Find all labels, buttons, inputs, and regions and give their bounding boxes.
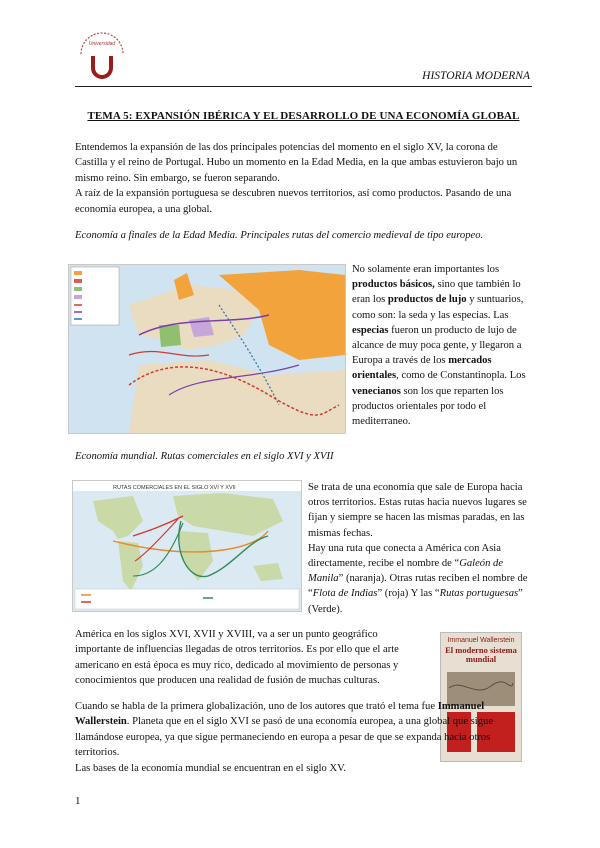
s1-text-3: y suntuarios, como son: la seda y las especias. Las [352, 294, 524, 321]
course-title: HISTORIA MODERNA [422, 70, 530, 82]
intro-text-1: Entendemos la expansión de las dos principales potencias del momento en el siglo XV, la corona de Castilla y el reino de Portugal. Hubo un momento en la Edad Media, en la que ambas estuvieron bajo un mismo reino. Sin embargo, se fueron separando. [75, 142, 518, 184]
s2-text-1: Se trata de una economía que sale de Europa hacia otros territorios. Estas rutas hacia nuevos lugares se fijan y siempre se hacen las mismas paradas, en las mismas fechas. [308, 482, 527, 539]
s3-bold-wallerstein: Immanuel Wallerstein [75, 701, 485, 728]
s1-bold-venetians: venecianos [352, 385, 401, 397]
s3-text-2: . Planeta que en el siglo XVI se pasó de una economía europea, a una global que sigue llamándose europea, ya que sigue permaneciendo en europa a pesar de que se expanda hacia otros territorios. [75, 716, 494, 759]
svg-text:Universidad: Universidad [88, 41, 116, 47]
medieval-trade-map [68, 264, 346, 434]
s1-text-4: fueron un producto de lujo de alcance de muy poca gente, y llegaron a Europa a través de los [352, 324, 522, 367]
s3-text-3: Las bases de la economía mundial se encuentran en el siglo XV. [75, 762, 347, 774]
s2-flota-de-indias: Flota de Indias [312, 588, 378, 600]
s2-text-4: ” (roja) Y las “ [377, 588, 440, 600]
section2-description [308, 480, 528, 617]
s2-text-3: ” (naranja). Otras rutas reciben el nombre de “ [308, 573, 528, 600]
book-author: Immanuel Wallerstein [447, 637, 515, 644]
s1-text-6: son los que reparten los productos orientales por todo el mediterraneo. [352, 385, 504, 428]
s1-bold-products-luxury: productos de lujo [387, 294, 467, 306]
s1-text-1: No solamente eran importantes los [352, 264, 500, 275]
section1-caption: Economía a finales de la Edad Media. Principales rutas del comercio medieval de tipo europeo. [75, 230, 484, 241]
s1-bold-spices: especias [352, 324, 389, 336]
book-title: El moderno sistema mundial [445, 645, 517, 664]
section1-description [352, 262, 527, 429]
s2-rutas-portuguesas: Rutas portuguesas [439, 588, 519, 600]
intro-paragraph [75, 140, 530, 217]
section2-caption: Economía mundial. Rutas comerciales en el siglo XVI y XVII [75, 451, 334, 462]
s3-text-1: Cuando se habla de la primera globalización, uno de los autores que trató el tema fue [75, 701, 438, 712]
section3-paragraph-2 [75, 699, 530, 776]
s2-galeon-de-manila: Galeón de Manila [308, 558, 504, 585]
section3-paragraph-1: América en los siglos XVI, XVII y XVIII, va a ser un punto geográfico importante de influencias llegadas de otros territorios. Es por ello que el arte americano en está época es muy rico, dedicado al movimiento de personas y conocimientos que producen una realidad de fusión de muchas culturas. [75, 629, 399, 687]
s2-text-5: ” (Verde). [308, 588, 523, 615]
s1-text-5: , como de Constantinopla. Los [396, 370, 526, 382]
map-title: RUTAS COMERCIALES EN EL SIGLO XVI Y XVII [113, 485, 236, 491]
s1-text-2: sino que también lo eran los [352, 279, 521, 306]
world-trade-routes-map [72, 480, 302, 612]
s2-text-2: Hay una ruta que conecta a América con Asia directamente, recibe el nombre de “ [308, 542, 501, 570]
document-title: TEMA 5: EXPANSIÓN IBÉRICA Y EL DESARROLLO DE UNA ECONOMÍA GLOBAL [87, 110, 520, 122]
intro-text-2: A raíz de la expansión portuguesa se descubren nuevos territorios, así como productos. Pasando de una economía europea, a una global. [75, 188, 512, 215]
university-logo [75, 32, 129, 86]
page-number: 1 [75, 795, 81, 807]
header-divider [75, 86, 532, 87]
s1-bold-oriental-markets: mercados orientales [352, 355, 492, 382]
s1-bold-products-basic: productos básicos, [352, 279, 435, 291]
